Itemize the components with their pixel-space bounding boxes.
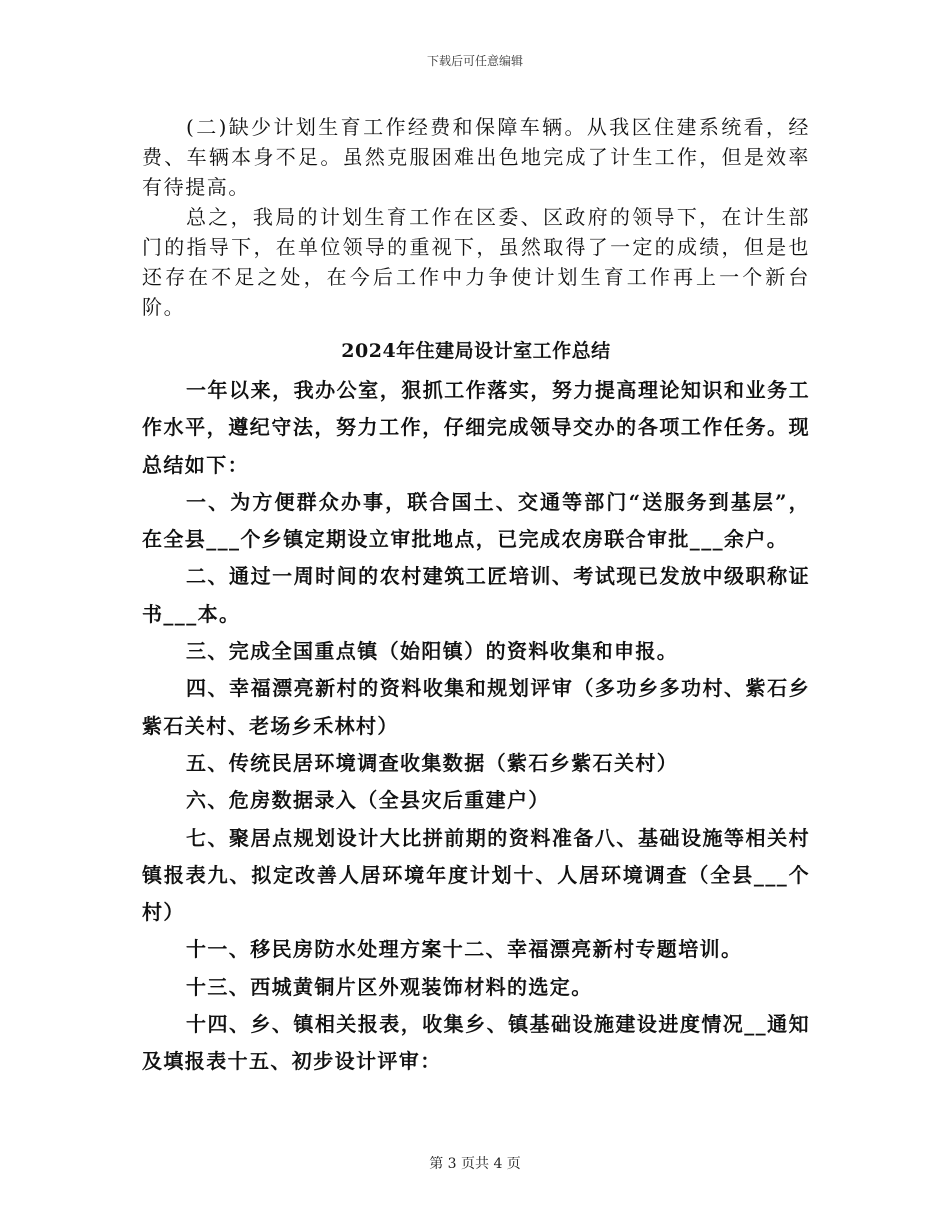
paragraph: 二、通过一周时间的农村建筑工匠培训、考试现已发放中级职称证书___本。: [142, 564, 810, 626]
paragraph: 一、为方便群众办事，联合国土、交通等部门“送服务到基层”，在全县___个乡镇定期设立审批地点，已完成农房联合审批___余户。: [142, 489, 810, 552]
paragraph: 一年以来，我办公室，狠抓工作落实，努力提高理论知识和业务工作水平，遵纪守法，努力工作，仔细完成领导交办的各项工作任务。现总结如下：: [142, 378, 810, 477]
document-body: [142, 112, 810, 1081]
paragraph: 三、完成全国重点镇（始阳镇）的资料收集和申报。: [186, 639, 679, 664]
paragraph: 七、聚居点规划设计大比拼前期的资料准备八、基础设施等相关村镇报表九、拟定改善人居环境年度计划十、人居环境调查（全县___个村）: [142, 825, 810, 925]
paragraph: 十三、西城黄铜片区外观装饰材料的选定。: [186, 974, 593, 999]
document-title: 2024年住建局设计室工作总结: [341, 340, 611, 362]
paragraph: 五、传统民居环境调查收集数据（紫石乡紫石关村）: [186, 750, 679, 775]
previous-summary-section: [142, 112, 810, 322]
work-summary-section: [142, 372, 810, 1081]
page-header: 下载后可任意编辑: [426, 54, 523, 68]
page-footer: 第 3 页共 4 页: [429, 1156, 521, 1172]
paragraph: 总之，我局的计划生育工作在区委、区政府的领导下，在计生部门的指导下，在单位领导的重视下，虽然取得了一定的成绩，但是也还存在不足之处，在今后工作中力争使计划生育工作再上一个新台阶。: [142, 205, 810, 319]
paragraph: 十一、移民房防水处理方案十二、幸福漂亮新村专题培训。: [186, 937, 743, 962]
paragraph: 四、幸福漂亮新村的资料收集和规划评审（多功乡多功村、紫石乡紫石关村、老场乡禾林村）: [142, 676, 810, 738]
paragraph: 六、危房数据录入（全县灾后重建户）: [186, 788, 550, 813]
paragraph: (二)缺少计划生育工作经费和保障车辆。从我区住建系统看，经费、车辆本身不足。虽然克服困难出色地完成了计生工作，但是效率有待提高。: [142, 115, 810, 199]
paragraph: 十四、乡、镇相关报表，收集乡、镇基础设施建设进度情况__通知及填报表十五、初步设计评审：: [142, 1012, 810, 1074]
